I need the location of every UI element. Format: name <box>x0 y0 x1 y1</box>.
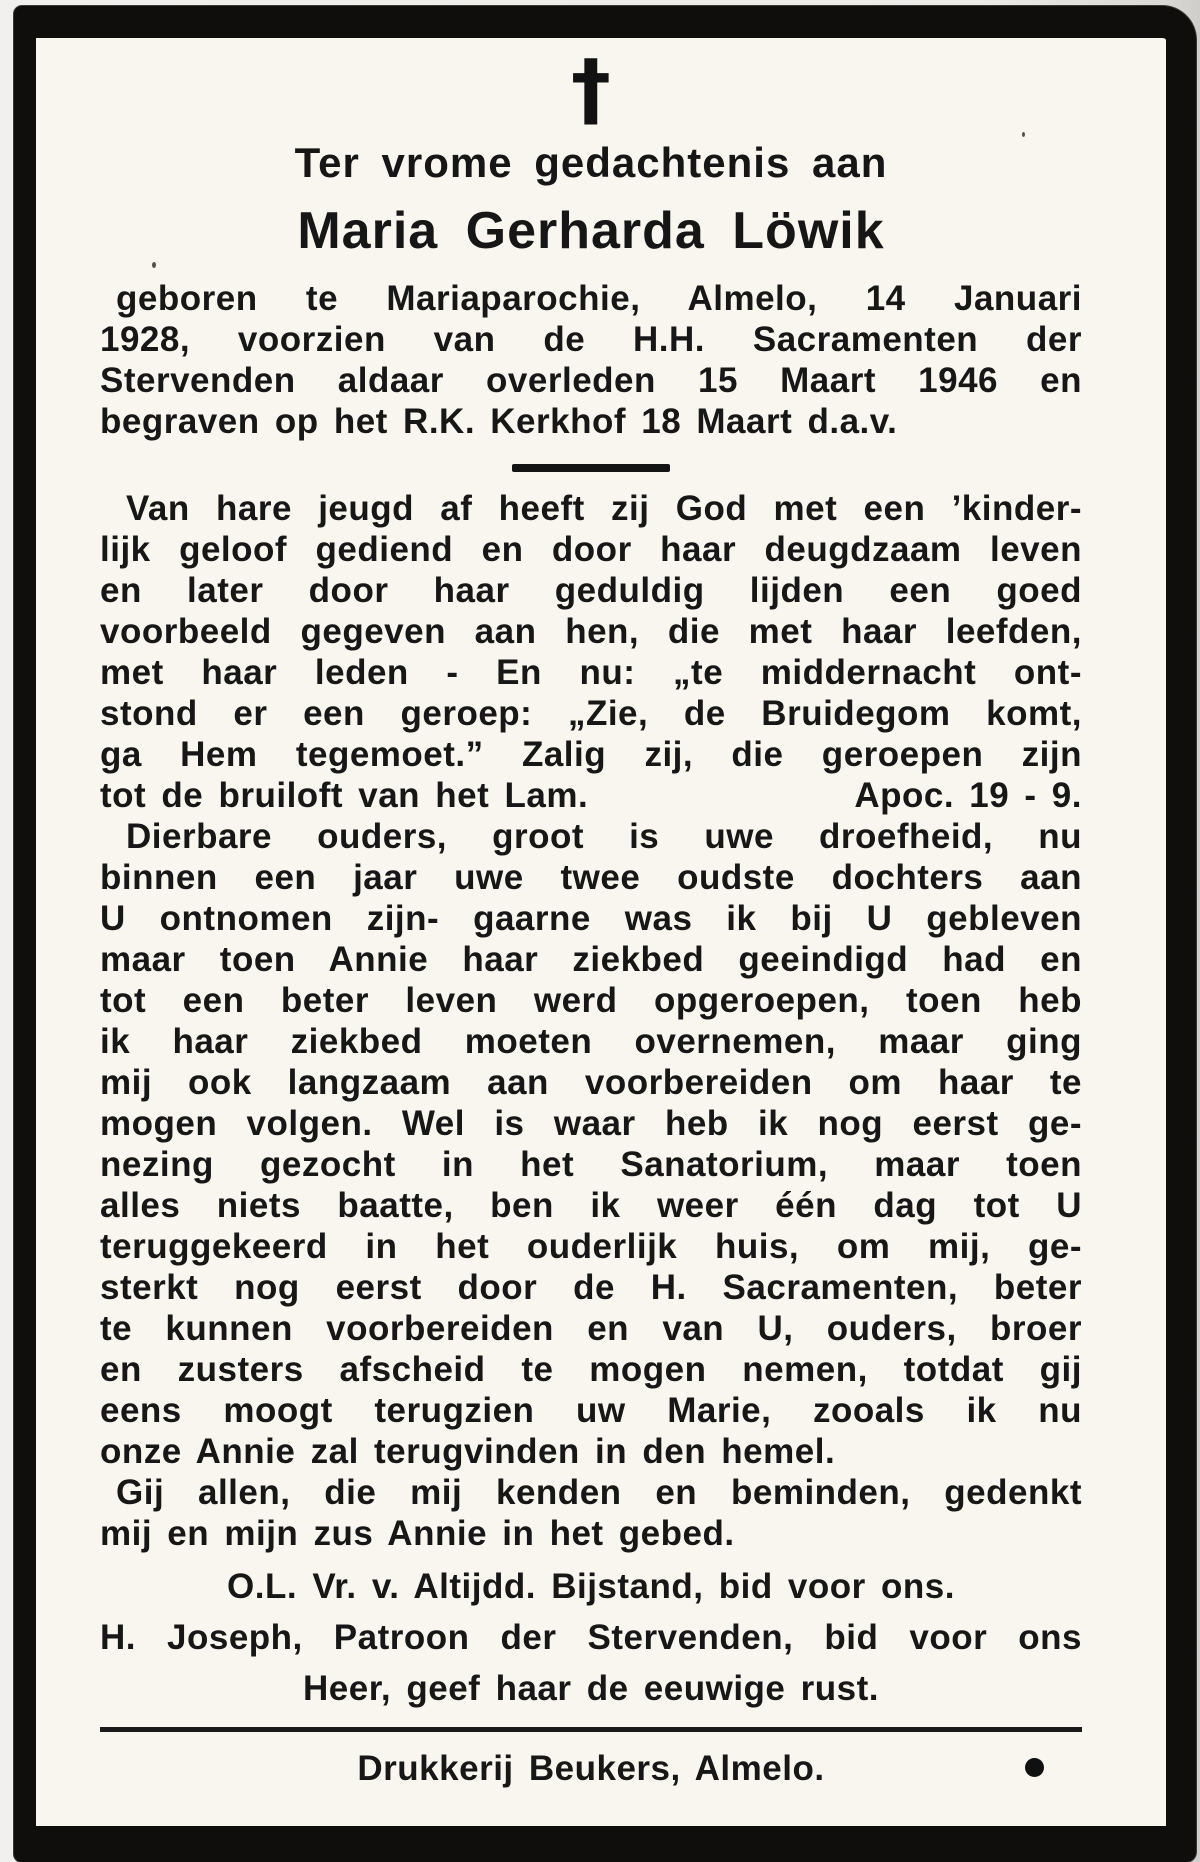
scripture-reference: Apoc. 19 - 9. <box>854 776 1082 815</box>
text-line: alles niets baatte, ben ik weer één dag tot U <box>100 1186 1082 1225</box>
text-line: binnen een jaar uwe twee oudste dochters aan <box>100 858 1082 897</box>
text-line: U ontnomen zijn- gaarne was ik bij U gebleven <box>100 899 1082 938</box>
printer-footer <box>100 1748 1082 1789</box>
text-line: stond er een geroep: „Zie, de Bruidegom komt, <box>100 694 1082 733</box>
prayer-line: H. Joseph, Patroon der Stervenden, bid voor ons <box>100 1618 1082 1657</box>
text-fragment: tot de bruiloft van het Lam. <box>100 776 589 815</box>
birth-death-paragraph <box>100 278 1082 442</box>
text-line: nezing gezocht in het Sanatorium, maar toen <box>100 1145 1082 1184</box>
text-line: en later door haar geduldig lijden een goed <box>100 571 1082 610</box>
cross-icon: † <box>571 43 611 136</box>
text-line: Van hare jeugd af heeft zij God met een ’kinder- <box>126 489 1082 528</box>
text-line: Gij allen, die mij kenden en beminden, gedenkt <box>116 1473 1082 1512</box>
printer-credit: Drukkerij Beukers, Almelo. <box>357 1749 825 1788</box>
text-line <box>100 775 1082 816</box>
text-line: Dierbare ouders, groot is uwe droefheid, nu <box>126 817 1082 856</box>
text-line: ga Hem tegemoet.” Zalig zij, die geroepen zijn <box>100 735 1082 774</box>
text-line: ik haar ziekbed moeten overnemen, maar ging <box>100 1022 1082 1061</box>
memorial-card <box>14 6 1196 1862</box>
text-line: onze Annie zal terugvinden in den hemel. <box>100 1432 836 1471</box>
text-line: en zusters afscheid te mogen nemen, totdat gij <box>100 1350 1082 1389</box>
text-line: sterkt nog eerst door de H. Sacramenten, beter <box>100 1268 1082 1307</box>
deceased-name: Maria Gerharda Löwik <box>297 202 885 260</box>
section-divider <box>512 464 670 472</box>
text-line: geboren te Mariaparochie, Almelo, 14 Januari <box>116 279 1082 318</box>
text-line: mogen volgen. Wel is waar heb ik nog eerst ge- <box>100 1104 1082 1143</box>
text-line: mij en mijn zus Annie in het gebed. <box>100 1514 735 1553</box>
text-line: eens moogt terugzien uw Marie, zooals ik nu <box>100 1391 1082 1430</box>
memorial-text <box>100 488 1082 1554</box>
text-line: Stervenden aldaar overleden 15 Maart 1946 en <box>100 361 1082 400</box>
remembrance-heading: Ter vrome gedachtenis aan <box>294 139 888 186</box>
text-line: met haar leden - En nu: „te middernacht ont- <box>100 653 1082 692</box>
text-line: te kunnen voorbereiden en van U, ouders, broer <box>100 1309 1082 1348</box>
text-line: voorbeeld gegeven aan hen, die met haar leefden, <box>100 612 1082 651</box>
scan-speck <box>152 262 156 268</box>
prayer-invocations <box>100 1566 1082 1709</box>
text-line: begraven op het R.K. Kerkhof 18 Maart d.a.v. <box>100 402 898 441</box>
card-content <box>36 38 1166 1826</box>
prayer-line: O.L. Vr. v. Altijdd. Bijstand, bid voor ons. <box>227 1567 955 1606</box>
scan-speck <box>1022 132 1025 137</box>
ink-dot <box>1025 1758 1044 1777</box>
text-line: mij ook langzaam aan voorbereiden om haar te <box>100 1063 1082 1102</box>
text-line: teruggekeerd in het ouderlijk huis, om mij, ge- <box>100 1227 1082 1266</box>
text-line: maar toen Annie haar ziekbed geeindigd had en <box>100 940 1082 979</box>
text-line: 1928, voorzien van de H.H. Sacramenten der <box>100 320 1082 359</box>
text-line: tot een beter leven werd opgeroepen, toen heb <box>100 981 1082 1020</box>
footer-divider <box>100 1727 1082 1732</box>
text-line: lijk geloof gediend en door haar deugdzaam leven <box>100 530 1082 569</box>
prayer-line: Heer, geef haar de eeuwige rust. <box>303 1669 879 1708</box>
